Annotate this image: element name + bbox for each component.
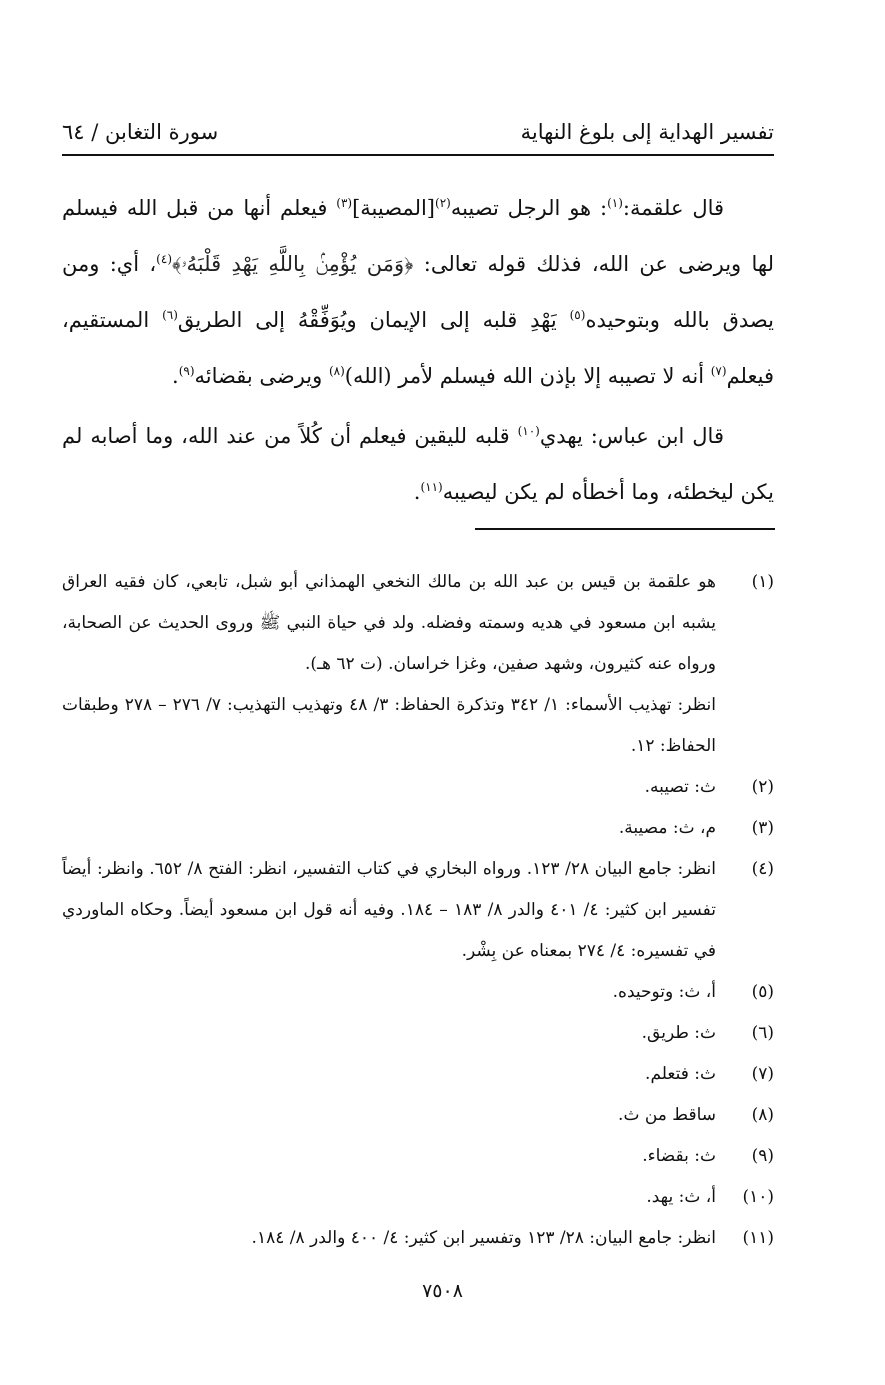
footnote-text: ساقط من ث. xyxy=(618,1105,716,1125)
footnote xyxy=(62,1013,774,1054)
footnote-ref: (٤) xyxy=(156,252,172,266)
text-run: المستقيم، فيعلم xyxy=(62,308,774,388)
text-run: قلبه لليقين فيعلم أن كُلاً من عند الله، وما أصابه لم يكن ليخطئه، وما أخطأه لم يكن ليصيبه xyxy=(62,424,774,504)
text-run: : هو الرجل تصيبه xyxy=(450,196,608,220)
footnote-number: (٨) xyxy=(751,1105,774,1125)
footnote xyxy=(62,767,774,808)
footnote-text: م، ث: مصيبة. xyxy=(618,818,716,838)
footnote-number: (٤) xyxy=(751,859,774,879)
footnote xyxy=(62,972,774,1013)
footnote-text: انظر: تهذيب الأسماء: ١/ ٣٤٢ وتذكرة الحفاظ: ٣/ ٤٨ وتهذيب التهذيب: ٧/ ٢٧٦ – ٢٧٨ وطبقات الحفاظ: ١٢. xyxy=(62,695,717,756)
footnote xyxy=(62,562,774,685)
footnote-text: انظر: جامع البيان: ٢٨/ ١٢٣ وتفسير ابن كثير: ٤/ ٤٠٠ والدر ٨/ ١٨٤. xyxy=(251,1228,716,1248)
text-run: قال علقمة: xyxy=(622,196,725,220)
main-text xyxy=(62,178,774,522)
footnote-number: (٢) xyxy=(751,777,774,797)
footnote xyxy=(62,1054,774,1095)
body-paragraph xyxy=(62,178,774,402)
footnote-ref: (٢) xyxy=(435,196,451,210)
footnote-number: (٣) xyxy=(751,818,774,838)
book-title: تفسير الهداية إلى بلوغ النهاية xyxy=(520,120,774,144)
text-run: ، أي: ومن يصدق بالله وبتوحيده xyxy=(62,252,774,332)
page-number: ٧٥٠٨ xyxy=(422,1280,463,1302)
footnote-ref: (٨) xyxy=(328,364,345,378)
footnote-number: (٩) xyxy=(751,1146,774,1166)
footnote-number xyxy=(716,685,774,767)
body-paragraph xyxy=(62,406,774,518)
text-run: [المصيبة] xyxy=(352,196,435,220)
text-run: يَهْدِ قلبه إلى الإيمان ويُوَفِّقْهُ إلى الطريق xyxy=(177,308,570,332)
footnote xyxy=(62,685,774,767)
footnote xyxy=(62,808,774,849)
text-run: أنه لا تصيبه إلا بإذن الله فيسلم لأمر (الله) xyxy=(344,364,711,388)
text-run: فيعلم أنها من قبل الله فيسلم لها ويرضى عن الله، فذلك قوله تعالى: xyxy=(62,196,774,276)
footnote-ref: (٥) xyxy=(569,308,586,322)
header-rule xyxy=(62,154,774,156)
footnote-number: (١١) xyxy=(742,1228,774,1248)
footnote xyxy=(62,1136,774,1177)
footnote xyxy=(62,849,774,972)
footnote-number: (١) xyxy=(751,572,774,592)
footnote-ref: (١) xyxy=(607,196,623,210)
footnote-text: أ، ث: وتوحيده. xyxy=(612,982,716,1002)
footnote-ref: (٩) xyxy=(178,364,195,378)
footnote-ref: (١١) xyxy=(420,480,443,494)
footnote-text: ث: بقضاء. xyxy=(642,1146,716,1166)
footnote-number: (٦) xyxy=(751,1023,774,1043)
footnotes xyxy=(62,562,774,1259)
text-run: . xyxy=(413,480,421,504)
footnote-text: ث: طريق. xyxy=(641,1023,716,1043)
footnote-text: ث: تصيبه. xyxy=(644,777,716,797)
text-run: ويرضى بقضائه xyxy=(194,364,329,388)
footnote-number: (٥) xyxy=(751,982,774,1002)
footnote-ref: (٦) xyxy=(162,308,178,322)
page-header xyxy=(62,112,774,152)
footnote-text: هو علقمة بن قيس بن عبد الله بن مالك النخعي الهمذاني أبو شبل، تابعي، كان فقيه العراق يشبه ابن مسعود في هديه وسمته وفضله. ولد في حياة النبي ﷺ وروى الحديث عن الصحابة، ورواه عنه كثيرون، وشهد صفين، وغزا خراسان. (ت ٦٢ هـ). xyxy=(62,572,716,674)
footnote-separator xyxy=(475,528,775,530)
footnote xyxy=(62,1177,774,1218)
surah-label: سورة التغابن / ٦٤ xyxy=(62,120,219,144)
footnote-text: ث: فتعلم. xyxy=(645,1064,716,1084)
footnote-number: (٧) xyxy=(751,1064,774,1084)
text-run: . xyxy=(172,364,179,388)
quran-verse: ﴿وَمَن يُؤْمِنۢ بِاللَّهِ يَهْدِ قَلْبَهُۥ﴾ xyxy=(172,252,414,276)
footnote-text: انظر: جامع البيان ٢٨/ ١٢٣. ورواه البخاري في كتاب التفسير، انظر: الفتح ٨/ ٦٥٢. وانظر: أيضاً تفسير ابن كثير: ٤/ ٤٠١ والدر ٨/ ١٨٣ – ١٨٤. وفيه أنه قول ابن مسعود أيضاً. وحكاه الماوردي في تفسيره: ٤/ ٢٧٤ بمعناه عن بِشْر. xyxy=(62,859,716,961)
footnote-text: أ، ث: يهد. xyxy=(646,1187,716,1207)
footnote xyxy=(62,1218,774,1259)
footnote xyxy=(62,1095,774,1136)
footnote-number: (١٠) xyxy=(742,1187,774,1207)
footnote-ref: (١٠) xyxy=(517,424,540,438)
text-run: قال ابن عباس: يهدي xyxy=(539,424,724,448)
footnote-ref: (٣) xyxy=(336,196,353,210)
footnote-ref: (٧) xyxy=(710,364,727,378)
